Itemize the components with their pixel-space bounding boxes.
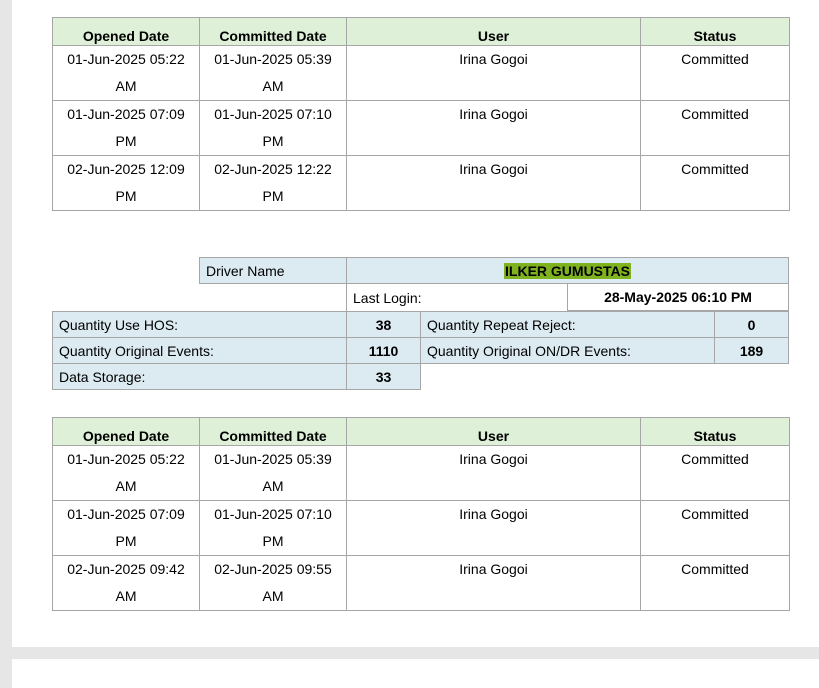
table-row [53,156,790,211]
user-cell: Irina Gogoi [347,556,641,611]
driver-name: ILKER GUMUSTAS [505,263,630,279]
table-row [53,46,790,101]
user-cell: Irina Gogoi [347,446,641,501]
col-header-user: User [347,18,641,46]
user-cell: Irina Gogoi [347,156,641,211]
qty-original-events-label: Quantity Original Events: [52,337,347,364]
table-row [53,501,790,556]
opened-date-cell: 01-Jun-2025 05:22 AM [53,446,200,501]
log-table-1 [52,17,790,211]
committed-date-cell: 02-Jun-2025 09:55 AM [200,556,347,611]
table-row [53,101,790,156]
qty-repeat-reject-value: 0 [714,311,789,338]
last-login-label: Last Login: [353,290,422,306]
qty-original-ondr-label: Quantity Original ON/DR Events: [420,337,715,364]
col-header-opened-date: Opened Date [53,18,200,46]
user-cell: Irina Gogoi [347,46,641,101]
user-cell: Irina Gogoi [347,501,641,556]
table-header-row [53,18,790,46]
committed-date-cell: 01-Jun-2025 05:39 AM [200,446,347,501]
log-table-2 [52,417,790,611]
table-header-row [53,418,790,446]
opened-date-cell: 01-Jun-2025 05:22 AM [53,46,200,101]
col-header-status: Status [641,418,790,446]
driver-name-label: Driver Name [199,257,347,284]
committed-date-cell: 01-Jun-2025 07:10 PM [200,101,347,156]
opened-date-cell: 02-Jun-2025 12:09 PM [53,156,200,211]
qty-original-ondr-value: 189 [714,337,789,364]
last-login-value: 28-May-2025 06:10 PM [567,284,789,311]
qty-repeat-reject-label: Quantity Repeat Reject: [420,311,715,338]
status-cell: Committed [641,556,790,611]
user-cell: Irina Gogoi [347,101,641,156]
col-header-status: Status [641,18,790,46]
divider [346,284,347,312]
status-cell: Committed [641,501,790,556]
next-page [12,659,819,688]
col-header-opened-date: Opened Date [53,418,200,446]
table-row [53,556,790,611]
driver-name-cell [346,257,789,284]
qty-use-hos-label: Quantity Use HOS: [52,311,347,338]
status-cell: Committed [641,156,790,211]
opened-date-cell: 01-Jun-2025 07:09 PM [53,501,200,556]
status-cell: Committed [641,101,790,156]
table-row [53,446,790,501]
data-storage-label: Data Storage: [52,363,347,390]
committed-date-cell: 01-Jun-2025 05:39 AM [200,46,347,101]
col-header-user: User [347,418,641,446]
committed-date-cell: 01-Jun-2025 07:10 PM [200,501,347,556]
opened-date-cell: 01-Jun-2025 07:09 PM [53,101,200,156]
data-storage-value: 33 [346,363,421,390]
status-cell: Committed [641,446,790,501]
col-header-committed-date: Committed Date [200,18,347,46]
committed-date-cell: 02-Jun-2025 12:22 PM [200,156,347,211]
col-header-committed-date: Committed Date [200,418,347,446]
status-cell: Committed [641,46,790,101]
qty-original-events-value: 1110 [346,337,421,364]
report-page [12,0,819,647]
opened-date-cell: 02-Jun-2025 09:42 AM [53,556,200,611]
qty-use-hos-value: 38 [346,311,421,338]
